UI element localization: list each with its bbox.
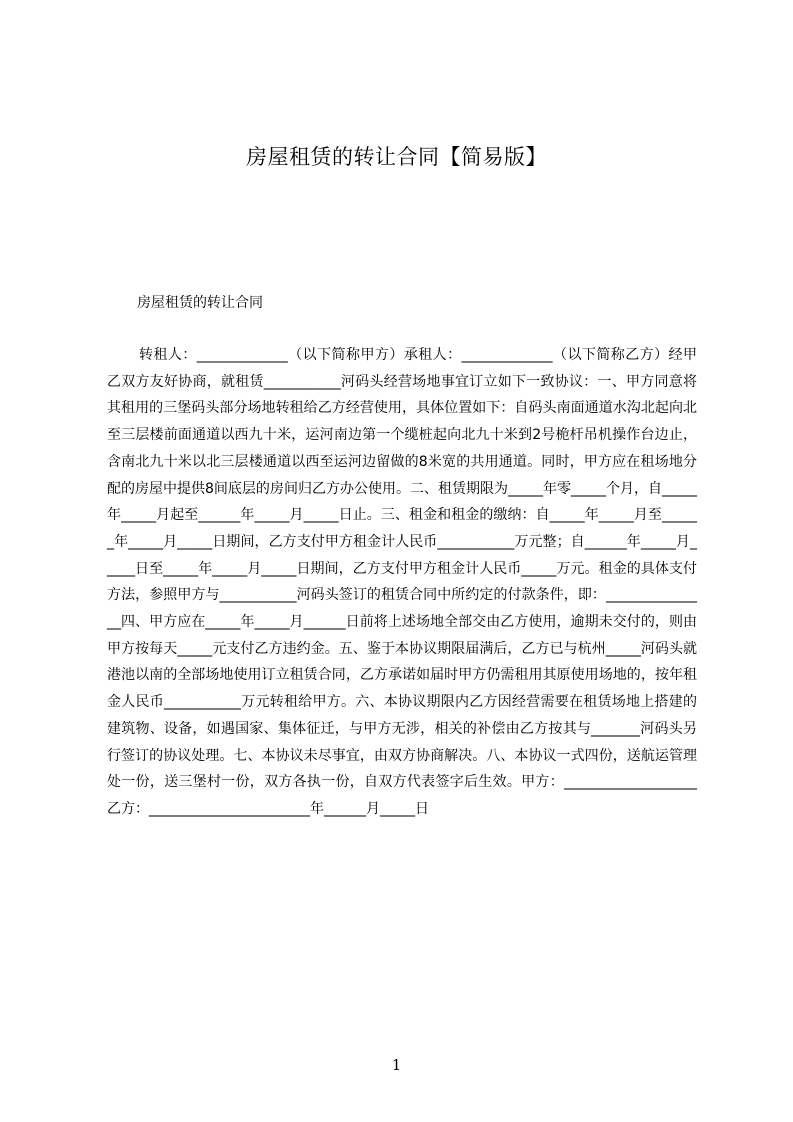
document-title: 房屋租赁的转让合同【简易版】 — [246, 145, 547, 169]
document-subtitle: 房屋租赁的转让合同 — [137, 295, 263, 311]
page-number: 1 — [391, 1056, 402, 1074]
contract-body: 转租人：_____________（以下简称甲方）承租人：_____________（以下简称乙方）经甲乙双方友好协商，就租赁___________河码头经营场地事宜订立如下一致协议：一、甲方同意将其租用的三堡码头部分场地转租给乙方经营使用，具体位置如下：自码头南面通道水沟北起向北至三层楼前面通道以西九十米，运河南边第一个缆桩起向北九十米到2号桅杆吊机操作台边止，含南北九十米以北三层楼通道以西至运河边留做的8米宽的共用通道。同时，甲方应在租场地分配的房屋中提供8间底层的房间归乙方办公使用。二、租赁期限为_____年零_____个月，自_____年_____月起至______年_____月_____日止。三、租金和租金的缴纳：自_____年_____月至______年_____月_____日期间，乙方支付甲方租金计人民币___________万元整；自______年_____月_____日至_____年_____月_____日期间，乙方支付甲方租金计人民币_____万元。租金的具体支付方法，参照甲方与___________河码头签订的租赁合同中所约定的付款条件，即：_______________四、甲方应在_____年_____月______日前将上述场地全部交由乙方使用，逾期未交付的，则由甲方按每天_____元支付乙方违约金。五、鉴于本协议期限届满后，乙方已与杭州_____河码头就港池以南的全部场地使用订立租赁合同，乙方承诺如届时甲方仍需租用其原使用场地的，按年租金人民币___________万元转租给甲方。六、本协议期限内乙方因经营需要在租赁场地上搭建的建筑物、设备，如遇国家、集体征迁，与甲方无涉，相关的补偿由乙方按其与_______河码头另行签订的协议处理。七、本协议未尽事宜，由双方协商解决。八、本协议一式四份，送航运管理处一份，送三堡村一份，双方各执一份，自双方代表签字后生效。甲方：___________________乙方：_______________________年______月_____日 — [107, 347, 697, 817]
